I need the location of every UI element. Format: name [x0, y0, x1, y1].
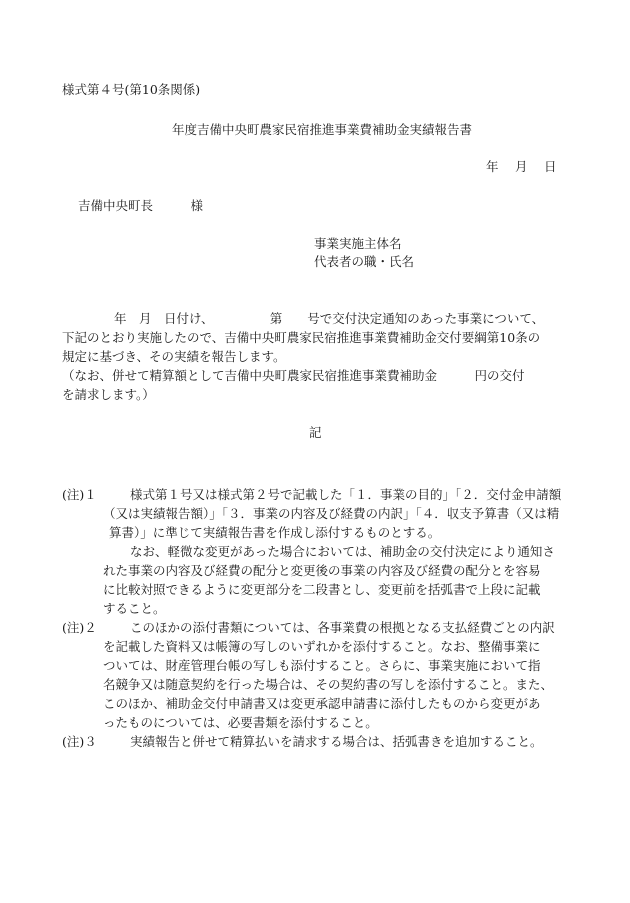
note-line: 名競争又は随意契約を行った場合は、その契約書の写しを添付すること。また、 [103, 677, 554, 692]
addressee: 吉備中央町長 様 [78, 198, 204, 213]
note-line: このほかの添付書類については、各事業費の根拠となる支払経費ごとの内訳 [130, 620, 555, 635]
note-label: (注)２ [62, 620, 97, 635]
note-line: 算書）」に準じて実績報告書を作成し添付するものとする。 [109, 525, 441, 540]
note-line: に比較対照できるように変更部分を二段書とし、変更前を括弧書で上段に記載 [103, 582, 541, 597]
note-line: なお、軽微な変更があった場合においては、補助金の交付決定により通知さ [130, 544, 555, 559]
representative-label: 代表者の職・氏名 [314, 254, 415, 269]
body-line: を請求します。） [62, 387, 155, 402]
note-line: このほか、補助金交付申請書又は変更承認申請書に添付したものから変更があ [103, 696, 541, 711]
note-line: 実績報告と併せて精算払いを請求する場合は、括弧書きを追加すること。 [130, 734, 543, 749]
note-line: すること。 [103, 601, 166, 616]
note-line: ったものについては、必要書類を添付すること。 [103, 715, 378, 730]
note-line: （又は実績報告額）」「３．事業の内容及び経費の内訳」「４．収支予算書（又は精 [103, 506, 560, 521]
note-line: 様式第１号又は様式第２号で記載した「１．事業の目的」「２．交付金申請額 [130, 487, 562, 502]
body-line: 規定に基づき、その実績を報告します。 [62, 349, 286, 364]
note-line: ついては、財産管理台帳の写しも添付すること。さらに、事業実施において指 [103, 658, 541, 673]
date-line: 年 月 日 [486, 159, 559, 174]
form-number: 様式第４号(第10条関係) [62, 82, 201, 97]
body-line: 年 月 日付け、 第 号で交付決定通知のあった事業について、 [114, 311, 545, 326]
note-line: を記載した資料又は帳簿の写しのいずれかを添付すること。なお、整備事業に [103, 639, 541, 654]
body-line: （なお、併せて精算額として吉備中央町農家民宿推進事業費補助金 円の交付 [62, 368, 525, 383]
note-label: (注)３ [62, 734, 97, 749]
applicant-name-label: 事業実施主体名 [314, 236, 402, 251]
ki-heading: 記 [309, 425, 322, 440]
note-label: (注)１ [62, 487, 97, 502]
document-title: 年度吉備中央町農家民宿推進事業費補助金実績報告書 [172, 122, 473, 137]
body-line: 下記のとおり実施したので、吉備中央町農家民宿推進事業費補助金交付要綱第10条の [62, 330, 541, 345]
note-line: れた事業の内容及び経費の配分と変更後の事業の内容及び経費の配分とを容易 [103, 563, 541, 578]
